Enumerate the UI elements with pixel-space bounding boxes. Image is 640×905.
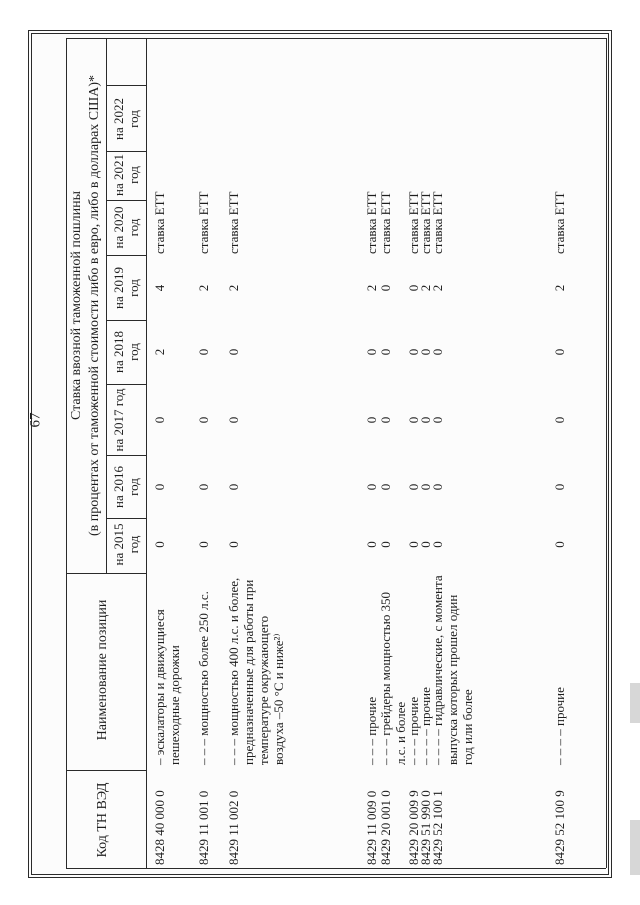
cell-code: 8429 20 001 0 bbox=[378, 790, 393, 865]
cell-r2015: 0 bbox=[196, 541, 211, 548]
cell-name: – эскалаторы и движущиеся пешеходные дорожки bbox=[152, 609, 182, 765]
year-header-2019: на 2019 год bbox=[111, 267, 141, 309]
cell-r2017: 0 bbox=[552, 416, 567, 424]
table-top-border bbox=[66, 38, 606, 39]
page-number: 67 bbox=[27, 412, 44, 428]
rate-header-subtitle: (в процентах от таможенной стоимости либо в евро, либо в долларах США)* bbox=[87, 74, 102, 537]
year-header-2021: на 2021 год bbox=[111, 154, 141, 196]
cell-code: 8429 52 100 1 bbox=[430, 790, 445, 865]
cell-r2019: 2 bbox=[364, 284, 379, 292]
cell-code: 8429 52 100 9 bbox=[552, 790, 567, 865]
cell-r2016: 0 bbox=[196, 483, 211, 491]
cell-r2017: 0 bbox=[196, 416, 211, 424]
year-divider bbox=[106, 85, 146, 86]
cell-r2017: 0 bbox=[430, 416, 445, 424]
table-right-border bbox=[606, 38, 607, 868]
cell-r2019: 0 bbox=[406, 284, 421, 292]
cell-r2021: ставка ЕТТ bbox=[552, 191, 567, 254]
cell-r2017: 0 bbox=[406, 416, 421, 424]
year-header-2018: на 2018 год bbox=[111, 331, 141, 373]
cell-r2016: 0 bbox=[430, 483, 445, 491]
cell-r2016: 0 bbox=[406, 483, 421, 491]
year-header-2020: на 2020 год bbox=[111, 206, 141, 249]
table-bottom-border bbox=[66, 868, 606, 869]
year-header-2017: на 2017 год bbox=[111, 388, 126, 452]
rate-title-divider bbox=[106, 38, 107, 573]
column-header-name: Наименование позиции bbox=[95, 599, 110, 741]
cell-r2015: 0 bbox=[226, 541, 241, 548]
cell-name: – – – грейдеры мощностью 350 л.с. и более bbox=[378, 591, 408, 765]
column-header-code: Код ТН ВЭД bbox=[95, 782, 110, 858]
cell-r2015: 0 bbox=[418, 541, 433, 548]
cell-r2016: 0 bbox=[378, 483, 393, 491]
cell-r2015: 0 bbox=[152, 541, 167, 548]
year-header-2015: на 2015 год bbox=[111, 523, 141, 566]
cell-r2016: 0 bbox=[552, 483, 567, 491]
cell-r2021: ставка ЕТТ bbox=[418, 191, 433, 254]
header-divider bbox=[146, 38, 147, 868]
cell-name: – – – прочие bbox=[364, 696, 379, 765]
cell-r2019: 2 bbox=[418, 284, 433, 292]
cell-name: – – – мощностью 400 л.с. и более, предназначенные для работы при температуре окружающего воздуха –50 °С и ниже²⁾ bbox=[226, 577, 286, 765]
year-divider bbox=[106, 255, 146, 256]
code-name-divider bbox=[66, 770, 146, 771]
cell-r2016: 0 bbox=[226, 483, 241, 491]
cell-code: 8429 20 009 9 bbox=[406, 790, 421, 865]
cell-r2019: 4 bbox=[152, 284, 167, 292]
cell-r2021: ставка ЕТТ bbox=[406, 191, 421, 254]
cell-r2019: 2 bbox=[196, 284, 211, 292]
year-header-2022: на 2022 год bbox=[111, 98, 141, 140]
cell-r2021: ставка ЕТТ bbox=[378, 191, 393, 254]
cell-name: – – – мощностью более 250 л.с. bbox=[196, 591, 211, 765]
year-header-2016: на 2016 год bbox=[111, 466, 141, 508]
cell-r2018: 0 bbox=[430, 348, 445, 356]
cell-name: – – – – прочие bbox=[418, 687, 433, 765]
year-divider bbox=[106, 455, 146, 456]
cell-r2017: 0 bbox=[418, 416, 433, 424]
cell-r2019: 0 bbox=[378, 284, 393, 292]
cell-r2015: 0 bbox=[430, 541, 445, 548]
cell-r2016: 0 bbox=[152, 483, 167, 491]
cell-r2018: 0 bbox=[196, 348, 211, 356]
cell-r2020: ставка ЕТТ bbox=[152, 191, 167, 254]
cell-r2019: 2 bbox=[226, 284, 241, 292]
cell-r2017: 0 bbox=[152, 416, 167, 424]
cell-code: 8429 11 001 0 bbox=[196, 790, 211, 865]
cell-r2016: 0 bbox=[418, 483, 433, 491]
table-left-border bbox=[66, 38, 67, 868]
cell-r2018: 0 bbox=[226, 348, 241, 356]
cell-r2018: 0 bbox=[418, 348, 433, 356]
scan-edge-mark bbox=[630, 820, 640, 875]
cell-r2021: ставка ЕТТ bbox=[430, 191, 445, 254]
cell-name: – – – прочие bbox=[406, 696, 421, 765]
cell-r2019: 2 bbox=[430, 284, 445, 292]
cell-r2018: 0 bbox=[378, 348, 393, 356]
year-divider bbox=[106, 384, 146, 385]
cell-r2015: 0 bbox=[364, 541, 379, 548]
cell-r2018: 0 bbox=[552, 348, 567, 356]
cell-r2018: 0 bbox=[406, 348, 421, 356]
rate-header-title: Ставка ввозной таможенной пошлины bbox=[69, 190, 84, 421]
cell-code: 8429 11 002 0 bbox=[226, 790, 241, 865]
cell-r2018: 2 bbox=[152, 348, 167, 356]
cell-r2019: 2 bbox=[552, 284, 567, 292]
cell-code: 8429 51 990 0 bbox=[418, 790, 433, 865]
cell-r2021: ставка ЕТТ bbox=[226, 191, 241, 254]
cell-r2015: 0 bbox=[552, 541, 567, 548]
cell-r2017: 0 bbox=[364, 416, 379, 424]
cell-name: – – – – гидравлические, с момента выпуска которых прошел один год или более bbox=[430, 575, 475, 765]
cell-r2016: 0 bbox=[364, 483, 379, 491]
cell-r2017: 0 bbox=[226, 416, 241, 424]
cell-code: 8428 40 000 0 bbox=[152, 790, 167, 865]
cell-r2018: 0 bbox=[364, 348, 379, 356]
cell-r2015: 0 bbox=[378, 541, 393, 548]
cell-code: 8429 11 009 0 bbox=[364, 790, 379, 865]
cell-r2015: 0 bbox=[406, 541, 421, 548]
cell-r2021: ставка ЕТТ bbox=[196, 191, 211, 254]
name-rates-divider bbox=[66, 573, 146, 574]
scan-edge-mark bbox=[630, 683, 640, 723]
cell-r2017: 0 bbox=[378, 416, 393, 424]
cell-name: – – – – прочие bbox=[552, 687, 567, 765]
cell-r2021: ставка ЕТТ bbox=[364, 191, 379, 254]
